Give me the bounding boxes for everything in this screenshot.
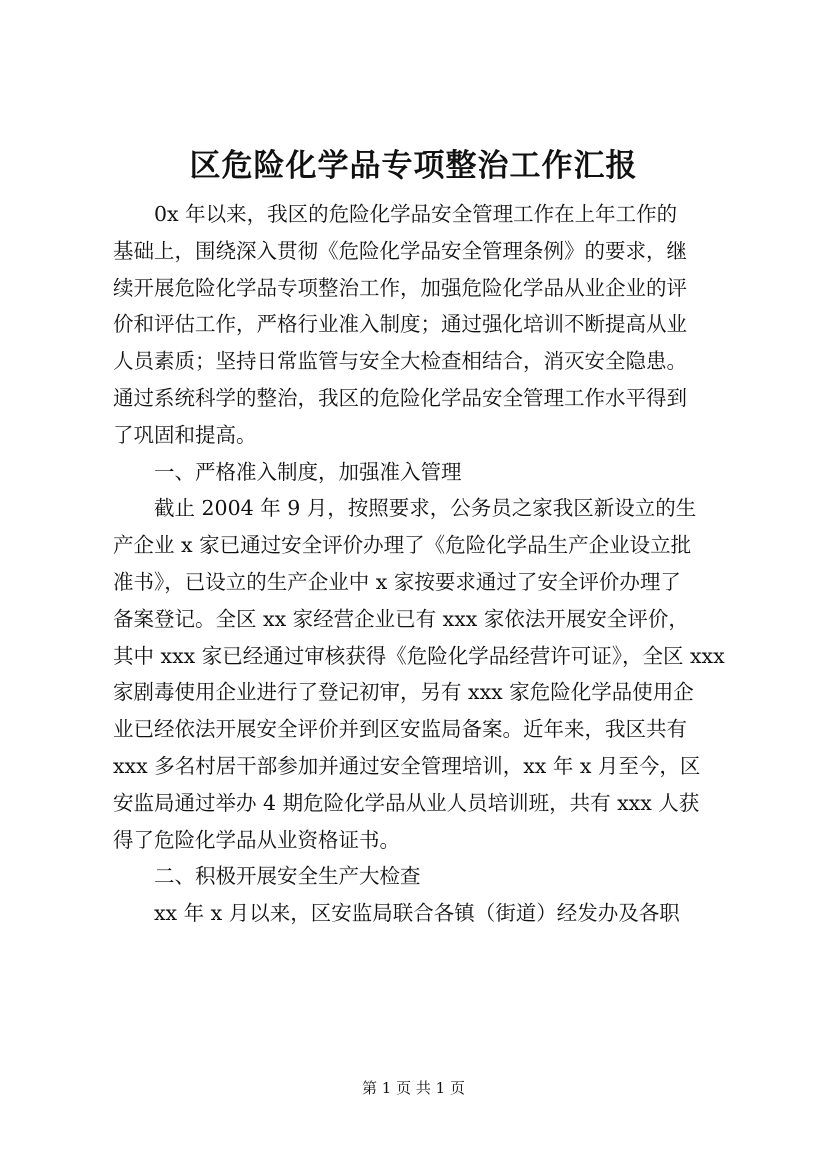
paragraph-line: 备案登记。全区 xx 家经营企业已有 xxx 家依法开展安全评价， xyxy=(113,606,689,631)
paragraph-line: xxx 多名村居干部参加并通过安全管理培训，xx 年 x 月至今，区 xyxy=(113,753,701,778)
paragraph-line: 0x 年以来，我区的危险化学品安全管理工作在上年工作的 xyxy=(154,202,678,226)
paragraph-line: 截止 2004 年 9 月，按照要求，公务员之家我区新设立的生 xyxy=(154,496,697,521)
paragraph-line: 基础上，围绕深入贯彻《危险化学品安全管理条例》的要求，继 xyxy=(113,238,687,263)
paragraph-line: 准书》，已设立的生产企业中 x 家按要求通过了安全评价办理了 xyxy=(113,569,681,594)
paragraph-line: 其中 xxx 家已经通过审核获得《危险化学品经营许可证》，全区 xxx xyxy=(113,643,725,668)
section-heading: 二、积极开展安全生产大检查 xyxy=(154,864,421,889)
paragraph-line: 通过系统科学的整治，我区的危险化学品安全管理工作水平得到 xyxy=(113,385,687,410)
page-number-footer: 第 1 页 共 1 页 xyxy=(362,1079,465,1097)
paragraph-line: xx 年 x 月以来，区安监局联合各镇（街道）经发办及各职 xyxy=(154,901,680,926)
paragraph-line: 业已经依法开展安全评价并到区安监局备案。近年来，我区共有 xyxy=(113,717,687,742)
paragraph-line: 安监局通过举办 4 期危险化学品从业人员培训班，共有 xxx 人获 xyxy=(113,790,700,815)
paragraph-line: 得了危险化学品从业资格证书。 xyxy=(113,827,400,852)
document-body xyxy=(113,196,728,932)
section-heading: 一、严格准入制度，加强准入管理 xyxy=(154,459,462,484)
paragraph-line: 人员素质；坚持日常监管与安全大检查相结合，消灭安全隐患。 xyxy=(113,349,687,374)
paragraph-line: 续开展危险化学品专项整治工作，加强危险化学品从业企业的评 xyxy=(113,275,687,300)
paragraph-line: 家剧毒使用企业进行了登记初审，另有 xxx 家危险化学品使用企 xyxy=(113,680,694,705)
paragraph-line: 产企业 x 家已通过安全评价办理了《危险化学品生产企业设立批 xyxy=(113,533,692,558)
document-title: 区危险化学品专项整治工作汇报 xyxy=(189,148,638,184)
paragraph-line: 价和评估工作，严格行业准入制度；通过强化培训不断提高从业 xyxy=(113,312,687,337)
paragraph-line: 了巩固和提高。 xyxy=(113,422,257,447)
